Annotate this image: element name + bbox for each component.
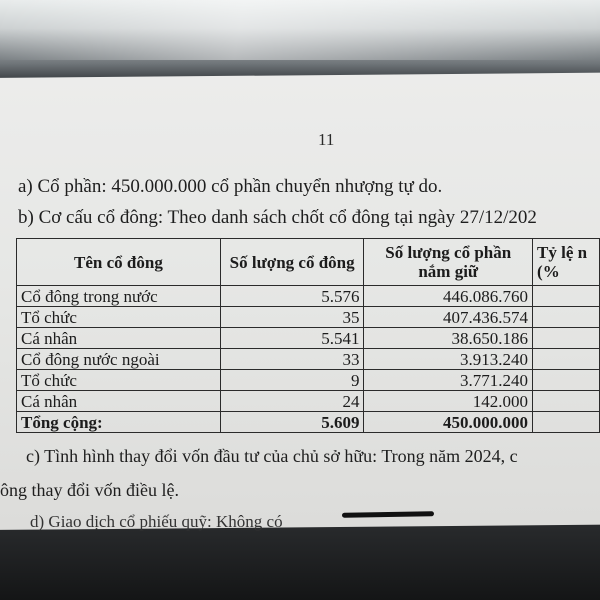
row-shares: 407.436.574	[364, 307, 533, 328]
table-row	[17, 370, 600, 391]
row-holders: 33	[220, 349, 364, 370]
header-shares: Số lượng cổ phần nắm giữ	[364, 239, 533, 286]
row-shares: 446.086.760	[364, 286, 533, 307]
row-ratio	[533, 349, 600, 370]
row-name: Cá nhân	[17, 391, 221, 412]
header-ratio: Tỷ lệ n (%	[533, 239, 600, 286]
section-b-text: b) Cơ cấu cổ đông: Theo danh sách chốt cổ đông tại ngày 27/12/202	[18, 207, 537, 228]
section-d-text: d) Giao dịch cổ phiếu quỹ: Không có	[30, 512, 283, 531]
section-c-continuation: ông thay đổi vốn điều lệ.	[0, 480, 179, 500]
row-ratio	[533, 286, 600, 307]
row-ratio	[533, 328, 600, 349]
row-ratio	[533, 307, 600, 328]
row-name: Cá nhân	[17, 328, 221, 349]
row-shares: 3.771.240	[364, 370, 533, 391]
background-bottom	[0, 520, 600, 600]
shareholder-table	[16, 238, 600, 433]
row-name: Cổ đông trong nước	[17, 286, 221, 307]
header-holders: Số lượng cổ đông	[220, 239, 364, 286]
row-name: Tổ chức	[17, 307, 221, 328]
row-name: Cổ đông nước ngoài	[17, 349, 221, 370]
row-shares: 142.000	[364, 391, 533, 412]
glare	[0, 0, 600, 60]
table-row	[17, 307, 600, 328]
total-shares: 450.000.000	[364, 412, 533, 433]
header-name: Tên cổ đông	[17, 239, 221, 286]
row-name: Tổ chức	[17, 370, 221, 391]
row-ratio	[533, 370, 600, 391]
row-holders: 24	[220, 391, 364, 412]
section-a-text: a) Cổ phần: 450.000.000 cổ phần chuyển nhượng tự do.	[18, 176, 443, 197]
section-c-text: c) Tình hình thay đổi vốn đầu tư của chủ sở hữu: Trong năm 2024, c	[26, 446, 518, 466]
row-holders: 9	[220, 370, 364, 391]
total-name: Tổng cộng:	[17, 412, 221, 433]
total-holders: 5.609	[220, 412, 364, 433]
table-row	[17, 328, 600, 349]
row-holders: 5.576	[220, 286, 364, 307]
table-total-row	[17, 412, 600, 433]
row-holders: 5.541	[220, 328, 364, 349]
page-number: 11	[318, 130, 335, 149]
row-holders: 35	[220, 307, 364, 328]
row-shares: 38.650.186	[364, 328, 533, 349]
row-ratio	[533, 391, 600, 412]
table-row	[17, 349, 600, 370]
table-header-row	[17, 239, 600, 286]
table-row	[17, 286, 600, 307]
total-ratio	[533, 412, 600, 433]
table-row	[17, 391, 600, 412]
row-shares: 3.913.240	[364, 349, 533, 370]
